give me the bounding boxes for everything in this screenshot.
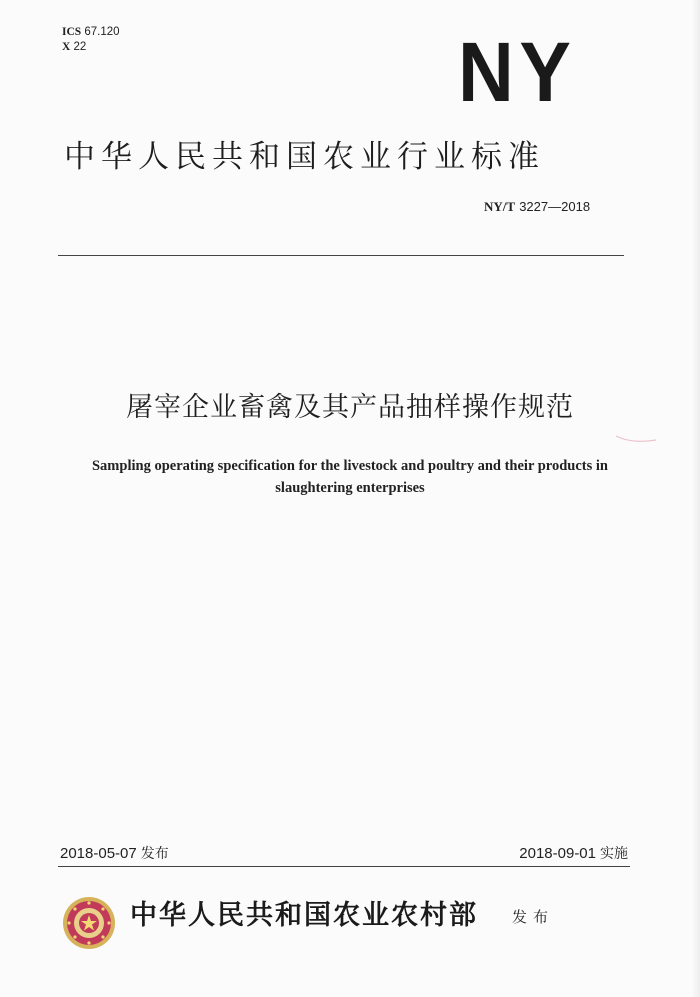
bottom-divider bbox=[58, 866, 630, 867]
publication-date bbox=[60, 843, 169, 865]
ccs-label: X bbox=[62, 41, 71, 53]
issuing-action: 发布 bbox=[512, 908, 555, 926]
pen-mark bbox=[612, 418, 662, 448]
document-title-english-line1: Sampling operating specification for the livestock and poultry and their products in bbox=[91, 458, 608, 474]
standard-title: 中华人民共和国农业行业标准 bbox=[64, 139, 545, 175]
publication-date-value: 2018-05-07 bbox=[60, 845, 137, 862]
classification-block bbox=[62, 25, 120, 55]
standard-code bbox=[484, 198, 590, 217]
ccs-line bbox=[62, 40, 120, 55]
publication-date-suffix: 发布 bbox=[140, 846, 169, 862]
document-title-english-line2: slaughtering enterprises bbox=[275, 480, 425, 496]
issuing-authority: 中华人民共和国农业农村部 bbox=[130, 900, 478, 931]
national-emblem-icon bbox=[62, 896, 116, 950]
implementation-date bbox=[519, 843, 628, 865]
ny-logo: NY bbox=[458, 25, 577, 119]
top-divider bbox=[58, 255, 624, 256]
standard-code-prefix: NY/T bbox=[484, 199, 516, 214]
ccs-code: 22 bbox=[73, 41, 87, 53]
implementation-date-suffix: 实施 bbox=[600, 846, 628, 862]
document-title-chinese: 屠宰企业畜禽及其产品抽样操作规范 bbox=[126, 392, 574, 423]
ics-label: ICS bbox=[62, 26, 82, 38]
page-edge-shadow bbox=[692, 0, 700, 997]
standard-code-number: 3227—2018 bbox=[519, 199, 591, 214]
document-title-english bbox=[20, 455, 680, 499]
ics-line bbox=[62, 25, 120, 40]
implementation-date-value: 2018-09-01 bbox=[519, 845, 596, 862]
ics-code: 67.120 bbox=[84, 26, 120, 38]
